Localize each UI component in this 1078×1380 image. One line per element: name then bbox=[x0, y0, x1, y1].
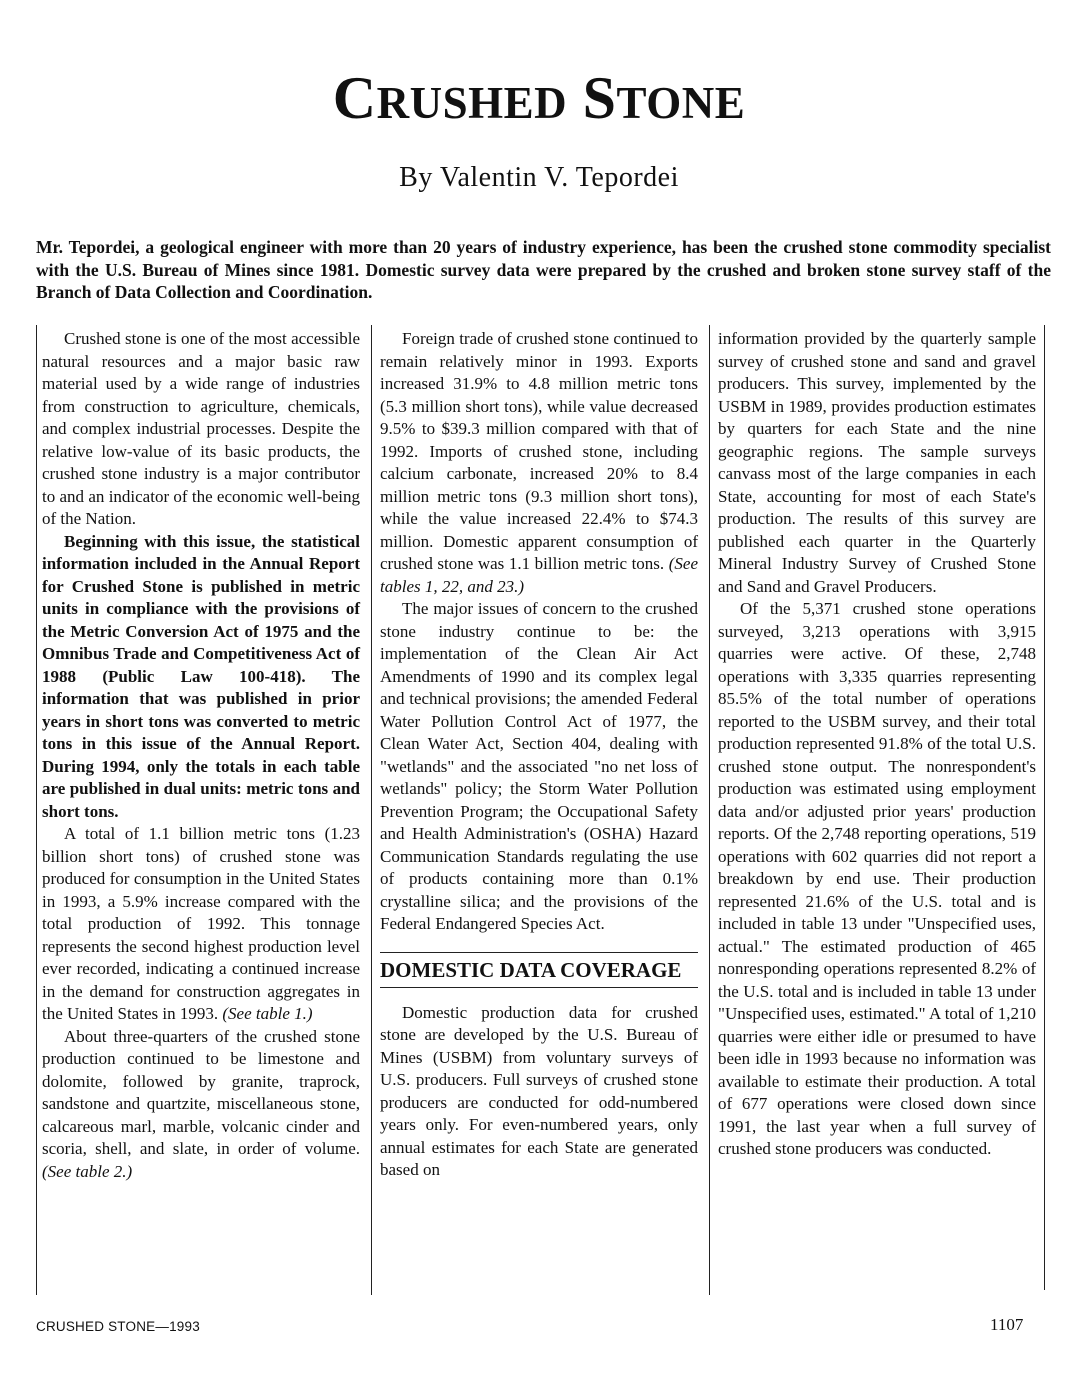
text-column-3 bbox=[718, 328, 1036, 1161]
paragraph bbox=[42, 823, 360, 1026]
title-initial: C bbox=[332, 65, 377, 131]
title-word-rest: TONE bbox=[616, 78, 746, 128]
paragraph-text: Foreign trade of crushed stone continued to remain relatively minor in 1993. Exports increased 31.9% to 4.8 million metric tons (5.3 million short tons), while value decreased 9.5% to $39.3 million compared with that of 1992. Imports of crushed stone, including calcium carbonate, increased 20% to 8.4 million metric tons (9.3 million short tons), while the value increased 22.4% to $74.3 million. Domestic apparent consumption of crushed stone was 1.1 billion metric tons. bbox=[380, 329, 698, 573]
column-rule bbox=[371, 325, 372, 1295]
page-number: 1107 bbox=[990, 1315, 1024, 1334]
paragraph bbox=[380, 328, 698, 598]
column-rule bbox=[709, 325, 710, 1295]
paragraph: The major issues of concern to the crushed stone industry continue to be: the implementation of the Clean Air Act Amendments of 1990 and its complex legal and technical provisions; the amended Federal Water Pollution Control Act of 1977, the Clean Water Act, Section 404, dealing with "wetlands" and the associated "no net loss of wetlands" policy; the Storm Water Pollution Prevention Program; the Occupational Safety and Health Administration's (OSHA) Hazard Communication Standards regulating the use of products containing more than 0.1% crystalline silica; and the provisions of the Federal Endangered Species Act. bbox=[380, 599, 698, 933]
paragraph bbox=[42, 1026, 360, 1184]
paragraph: Of the 5,371 crushed stone operations surveyed, 3,213 operations with 3,915 quarries were active. Of these, 2,748 operations with 3,335 quarries representing 85.5% of the total number of operations reported to the USBM survey, and their total production represented 91.8% of the total U.S. crushed stone output. The nonrespondent's production was estimated using employment data and/or adjusted prior years' production reports. Of the 2,748 reporting operations, 519 operations with 602 quarries did not report a breakdown by end use. Their production represented 21.6% of the U.S. total and is included in table 13 under "Unspecified uses, actual." The estimated production of 465 nonresponding operations represented 8.2% of the U.S. total and is included in table 13 under "Unspecified uses, estimated." A total of 1,210 quarries were either idle or presumed to have been idle in 1993 because no information was available to estimate their production. A total of 677 operations were closed down since 1991, the last year when a full survey of crushed stone producers was conducted. bbox=[718, 599, 1036, 1158]
author-note: Mr. Tepordei, a geological engineer with more than 20 years of industry experience, has been the crushed stone commodity specialist with the U.S. Bureau of Mines since 1981. Domestic survey data were prepared by the crushed and broken stone survey staff of the Branch of Data Collection and Coordination. bbox=[36, 237, 1051, 303]
paragraph: information provided by the quarterly sample survey of crushed stone and sand and gravel producers. This survey, implemented by the USBM in 1989, provides production estimates by quarters for each State and the nine geographic regions. The sample surveys canvass most of the large companies in each State, accounting for most of each State's production. The results of this survey are published each quarter in the Quarterly Mineral Industry Survey of Crushed Stone and Sand and Gravel Producers. bbox=[718, 329, 1036, 596]
table-reference: (See table 2.) bbox=[42, 1161, 133, 1181]
table-reference: (See tables 1, 22, and 23.) bbox=[380, 554, 699, 596]
title-word-rest: RUSHED bbox=[376, 78, 568, 128]
column-rule-left bbox=[36, 325, 37, 1295]
paragraph: Crushed stone is one of the most accessible natural resources and a major basic raw material used by a wide range of industries from construction to agriculture, chemicals, and complex industrial processes. Despite the relative low-value of its basic products, the crushed stone industry is a major contributor to and an indicator of the economic well-being of the Nation. bbox=[42, 329, 360, 528]
running-footer: CRUSHED STONE—1993 bbox=[36, 1319, 200, 1334]
text-column-1 bbox=[42, 328, 360, 1183]
paragraph-bold: Beginning with this issue, the statistical information included in the Annual Report for Crushed Stone is published in metric units in compliance with the provisions of the Metric Conversion Act of 1975 and the Omnibus Trade and Competitiveness Act of 1988 (Public Law 100-418). The information that was published in prior years in short tons was converted to metric tons in this issue of the Annual Report. During 1994, only the totals in each table are published in dual units: metric tons and short tons. bbox=[42, 531, 360, 821]
paragraph-text: A total of 1.1 billion metric tons (1.23 billion short tons) of crushed stone was produced for consumption in the United States in 1993, a 5.9% increase compared with the total production of 1992. This tonnage represents the second highest production level ever recorded, indicating a continued increase in the demand for construction aggregates in the United States in 1993. bbox=[42, 824, 360, 1023]
author-byline: By Valentin V. Tepordei bbox=[399, 162, 679, 193]
section-heading: DOMESTIC DATA COVERAGE bbox=[380, 952, 698, 988]
paragraph: Domestic production data for crushed stone are developed by the U.S. Bureau of Mines (USBM) from voluntary surveys of U.S. producers. Full surveys of crushed stone producers are conducted for odd-numbered years only. For even-numbered years, only annual estimates for each State are generated based on bbox=[380, 1002, 698, 1179]
column-rule-right bbox=[1044, 325, 1045, 1290]
title-initial: S bbox=[582, 65, 617, 131]
paragraph-text: About three-quarters of the crushed stone production continued to be limestone and dolomite, followed by granite, traprock, sandstone and quartzite, miscellaneous stone, calcareous marl, marble, volcanic cinder and scoria, shell, and slate, in order of volume. bbox=[42, 1026, 360, 1158]
table-reference: (See table 1.) bbox=[222, 1004, 313, 1023]
text-column-2 bbox=[380, 328, 698, 1182]
page-title bbox=[0, 65, 1078, 131]
